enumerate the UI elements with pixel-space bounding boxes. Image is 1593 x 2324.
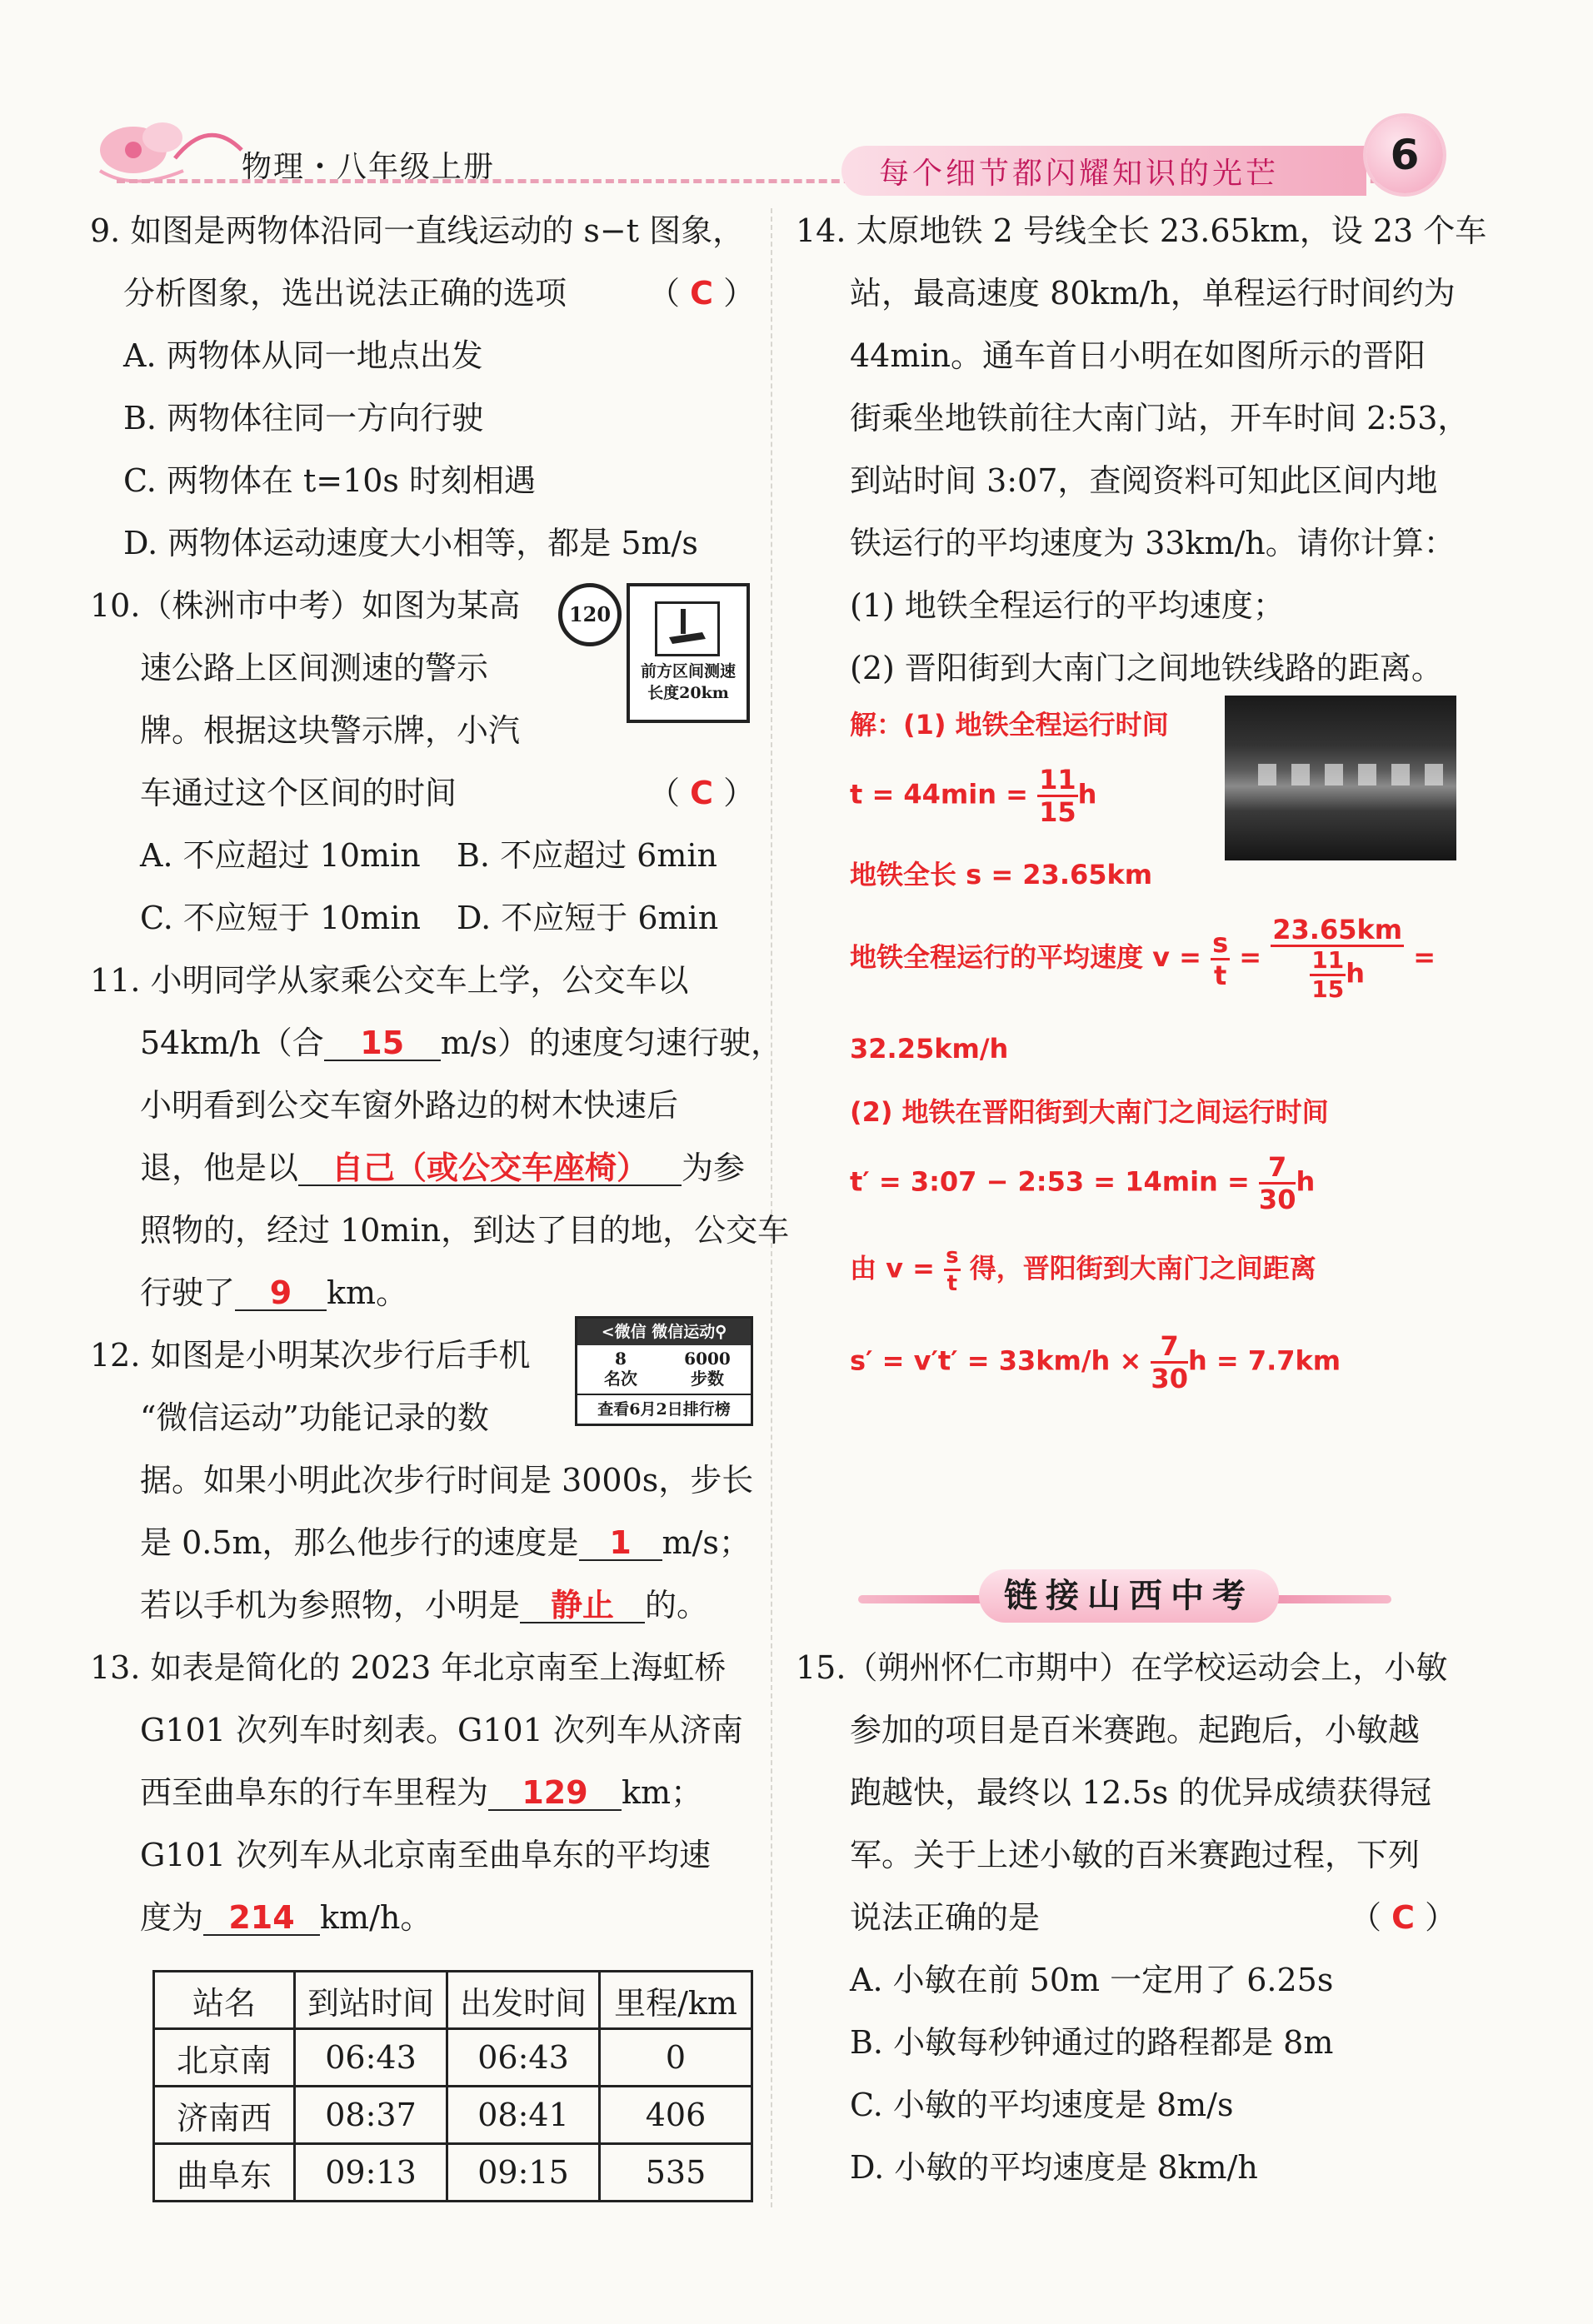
- table-cell: 406: [600, 2087, 752, 2144]
- table-cell: 曲阜东: [154, 2144, 295, 2202]
- q15-answer-paren: （ C ）: [1350, 1899, 1457, 1936]
- q10-answer-paren: （ C ）: [648, 775, 756, 811]
- sign-line1: 前方区间测速: [640, 662, 736, 681]
- speed-check-sign: [627, 583, 750, 723]
- q14-line8: (2) 晋阳街到大南门之间地铁线路的距离。: [850, 650, 1443, 686]
- q13-blank-2[interactable]: 214: [203, 1901, 320, 1936]
- solution-line5: 32.25km/h: [850, 1033, 1009, 1065]
- q12-blank-2[interactable]: 静止: [520, 1588, 645, 1623]
- solution-line2: t = 44min = $\frac{11}{15}$ h: [850, 764, 1097, 828]
- q14-line4: 街乘坐地铁前往大南门站，开车时间 2:53，: [850, 400, 1470, 436]
- q13-line4: G101 次列车从北京南至曲阜东的平均速: [140, 1837, 711, 1873]
- camera-icon: [655, 601, 720, 656]
- table-cell: 09:13: [295, 2144, 447, 2202]
- q10-answer: C: [690, 775, 713, 811]
- q10-line2: 速公路上区间测速的警示: [140, 650, 489, 686]
- q13-line2: G101 次列车时刻表。G101 次列车从济南: [140, 1712, 743, 1748]
- slogan: 每个细节都闪耀知识的光芒: [879, 157, 1280, 191]
- q12-line2: “微信运动”功能记录的数: [140, 1399, 489, 1436]
- solution-line3: 地铁全长 s = 23.65km: [850, 859, 1153, 890]
- q15-line5: 说法正确的是: [850, 1899, 1041, 1936]
- table-cell: 06:43: [447, 2029, 600, 2087]
- table-row: [154, 2087, 752, 2144]
- header-decoration: [83, 100, 250, 192]
- q13-line3: 西至曲阜东的行车里程为 129 km；: [140, 1774, 703, 1811]
- table-row: [154, 2144, 752, 2202]
- table-header: 出发时间: [447, 1972, 600, 2029]
- table-cell: 535: [600, 2144, 752, 2202]
- q10-line1: 10.（株洲市中考）如图为某高: [90, 587, 521, 624]
- q9-answer-paren: （ C ）: [648, 275, 756, 312]
- table-cell: 北京南: [154, 2029, 295, 2087]
- q13-line5: 度为 214 km/h。: [140, 1899, 432, 1936]
- q14-line7: (1) 地铁全程运行的平均速度；: [850, 587, 1285, 624]
- solution-line8: 由 v = $\frac{s}{t}$ 得，晋阳街到大南门之间距离: [850, 1244, 1316, 1296]
- q15-line1: 15.（朔州怀仁市期中）在学校运动会上，小敏: [796, 1649, 1448, 1686]
- q15-line4: 军。关于上述小敏的百米赛跑过程，下列: [850, 1837, 1421, 1873]
- wechat-steps-label: 步数: [691, 1369, 724, 1389]
- subject-title: 物理・八年级上册: [242, 150, 496, 184]
- wechat-rank: 8: [615, 1349, 627, 1369]
- q9-stem-line2: 分析图象，选出说法正确的选项: [123, 275, 567, 312]
- table-header: 到站时间: [295, 1972, 447, 2029]
- q14-line5: 到站时间 3:07，查阅资料可知此区间内地: [850, 462, 1438, 499]
- q11-line2: 54km/h（合 15 m/s）的速度匀速行驶，: [140, 1025, 783, 1061]
- q11-blank-1[interactable]: 15: [324, 1026, 441, 1061]
- q11-line4: 退，他是以 自己（或公交车座椅） 为参: [140, 1150, 746, 1186]
- solution-line6: (2) 地铁在晋阳街到大南门之间运行时间: [850, 1096, 1329, 1128]
- q10-line4: 车通过这个区间的时间: [140, 775, 457, 811]
- q11-line6: 行驶了 9 km。: [140, 1274, 408, 1311]
- wechat-sports-card: [575, 1316, 753, 1426]
- q15-line2: 参加的项目是百米赛跑。起跑后，小敏越: [850, 1712, 1421, 1748]
- q14-line2: 站，最高速度 80km/h，单程运行时间约为: [850, 275, 1456, 312]
- table-cell: 09:15: [447, 2144, 600, 2202]
- table-header-row: [154, 1972, 752, 2029]
- q9-option-b: B. 两物体往同一方向行驶: [123, 400, 484, 436]
- q15-option-b: B. 小敏每秒钟通过的路程都是 8m: [850, 2024, 1334, 2061]
- speed-limit-sign: 120: [558, 583, 622, 646]
- table-cell: 06:43: [295, 2029, 447, 2087]
- q15-option-d: D. 小敏的平均速度是 8km/h: [850, 2149, 1258, 2186]
- wechat-rank-label: 名次: [604, 1369, 637, 1389]
- q13-blank-1[interactable]: 129: [488, 1776, 622, 1811]
- solution-line4: 地铁全程运行的平均速度 v = $\frac{s}{t}$ = 23.65km $\frac{11}{15}$ h =: [850, 914, 1436, 1003]
- table-cell: 0: [600, 2029, 752, 2087]
- table-header: 里程/km: [600, 1972, 752, 2029]
- q14-line1: 14. 太原地铁 2 号线全长 23.65km，设 23 个车: [796, 212, 1487, 249]
- q10-option-b: B. 不应超过 6min: [457, 837, 717, 874]
- solution-line7: t′ = 3:07 − 2:53 = 14min = $\frac{7}{30}$ h: [850, 1151, 1316, 1215]
- page-number: 6: [1390, 131, 1420, 179]
- q9-option-d: D. 两物体运动速度大小相等，都是 5m/s: [123, 525, 698, 561]
- q11-line5: 照物的，经过 10min，到达了目的地，公交车: [140, 1212, 790, 1249]
- q11-blank-3[interactable]: 9: [235, 1276, 327, 1311]
- q12-line3: 据。如果小明此次步行时间是 3000s，步长: [140, 1462, 754, 1499]
- train-timetable: [152, 1970, 753, 2202]
- q11-blank-2[interactable]: 自己（或公交车座椅）: [298, 1151, 682, 1186]
- table-cell: 08:37: [295, 2087, 447, 2144]
- solution-line1: 解：(1) 地铁全程运行时间: [850, 709, 1169, 741]
- q10-option-c: C. 不应短于 10min: [140, 900, 421, 936]
- q10-option-d: D. 不应短于 6min: [457, 900, 719, 936]
- q13-line1: 13. 如表是简化的 2023 年北京南至上海虹桥: [90, 1649, 727, 1686]
- sign-line2: 长度20km: [647, 684, 729, 702]
- q14-line3: 44min。通车首日小明在如图所示的晋阳: [850, 337, 1426, 374]
- wechat-ranking-link: 查看6月2日排行榜: [577, 1394, 751, 1424]
- table-header: 站名: [154, 1972, 295, 2029]
- q15-line3: 跑越快，最终以 12.5s 的优异成绩获得冠: [850, 1774, 1432, 1811]
- q9-option-a: A. 两物体从同一地点出发: [123, 337, 483, 374]
- q15-option-a: A. 小敏在前 50m 一定用了 6.25s: [850, 1962, 1334, 1998]
- wechat-header: <微信 微信运动⚲: [577, 1319, 751, 1345]
- solution-line9: s′ = v′t′ = 33km/h × $\frac{7}{30}$ h = 7.7km: [850, 1330, 1341, 1394]
- q9-answer: C: [690, 275, 713, 312]
- q12-line5: 若以手机为参照物，小明是 静止 的。: [140, 1587, 709, 1623]
- q10-option-a: A. 不应超过 10min: [140, 837, 421, 874]
- q15-option-c: C. 小敏的平均速度是 8m/s: [850, 2087, 1234, 2123]
- q12-blank-1[interactable]: 1: [579, 1526, 662, 1561]
- q9-stem-line1: 9. 如图是两物体沿同一直线运动的 s−t 图象，: [90, 212, 745, 249]
- q10-line3: 牌。根据这块警示牌，小汽: [140, 712, 521, 749]
- wechat-steps: 6000: [684, 1349, 731, 1369]
- q12-line1: 12. 如图是小明某次步行后手机: [90, 1337, 531, 1374]
- q11-line3: 小明看到公交车窗外路边的树木快速后: [140, 1087, 679, 1124]
- section-title: 链接山西中考: [979, 1569, 1279, 1623]
- table-cell: 08:41: [447, 2087, 600, 2144]
- q12-line4: 是 0.5m，那么他步行的速度是 1 m/s；: [140, 1524, 751, 1561]
- q14-line6: 铁运行的平均速度为 33km/h。请你计算：: [850, 525, 1456, 561]
- q15-answer: C: [1391, 1899, 1415, 1936]
- subway-photo: [1225, 696, 1456, 860]
- q11-line1: 11. 小明同学从家乘公交车上学，公交车以: [90, 962, 689, 999]
- table-cell: 济南西: [154, 2087, 295, 2144]
- q9-option-c: C. 两物体在 t=10s 时刻相遇: [123, 462, 537, 499]
- table-row: [154, 2029, 752, 2087]
